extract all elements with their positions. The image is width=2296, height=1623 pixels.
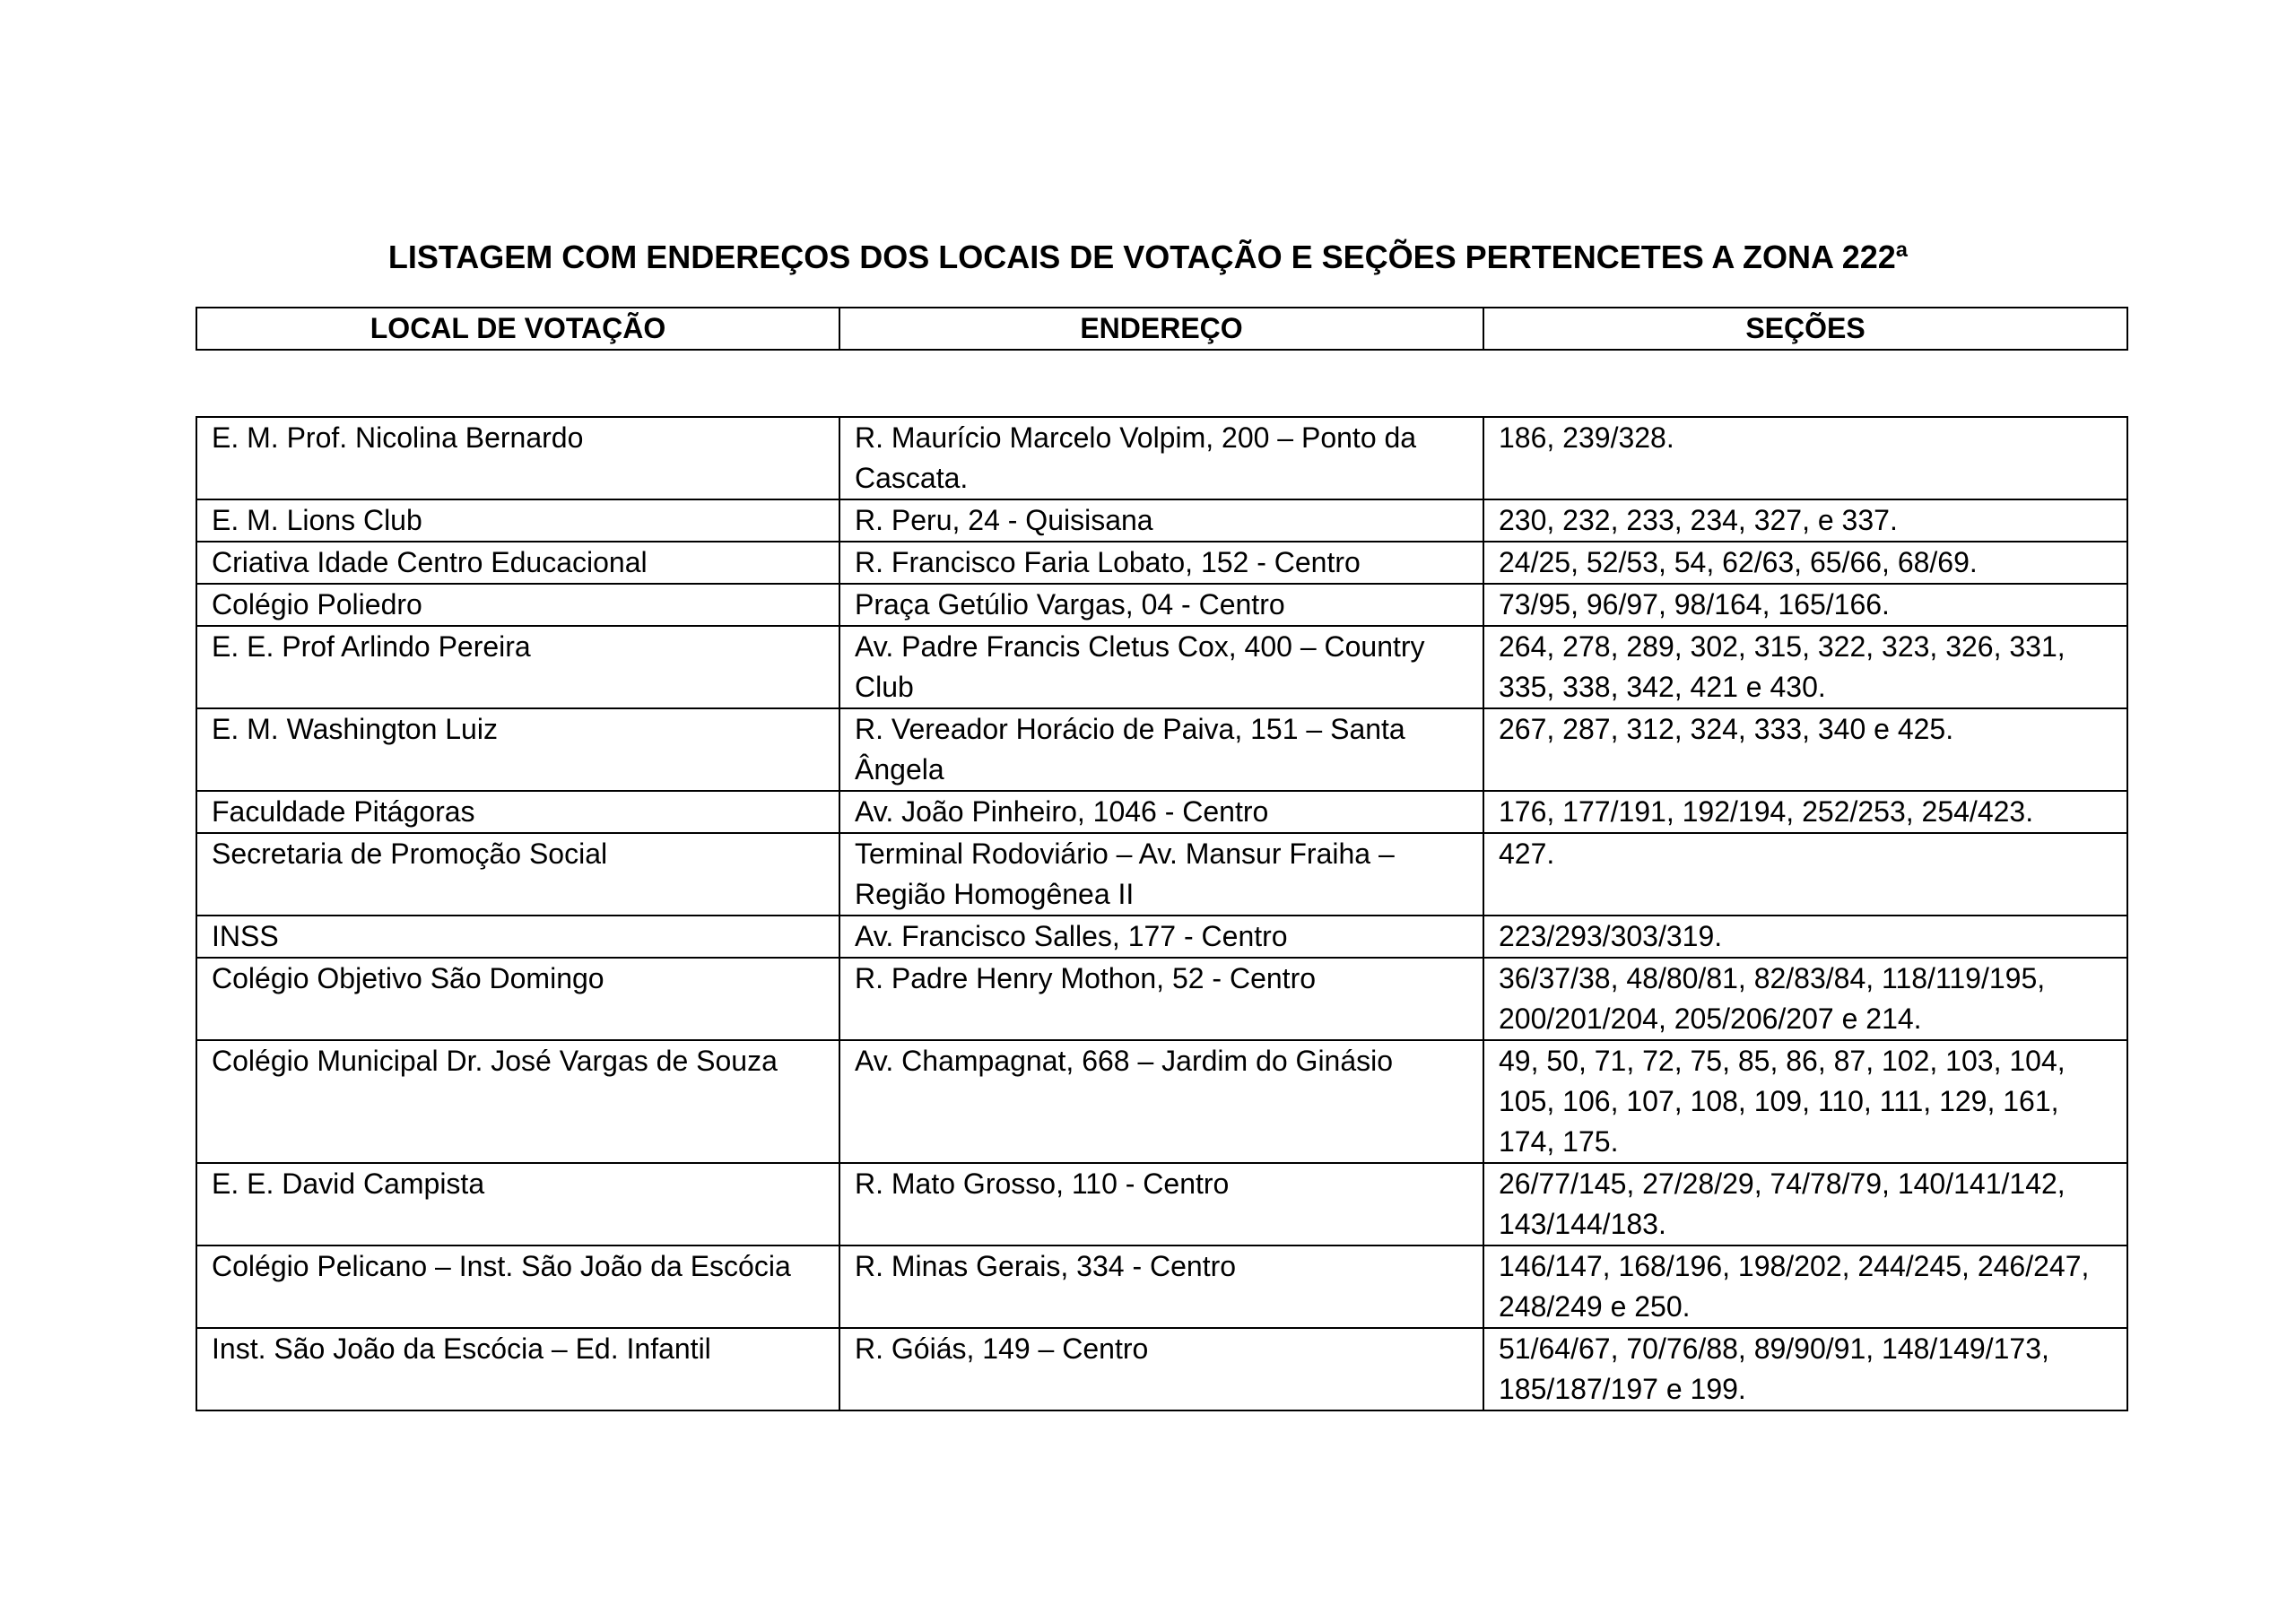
cell-local: Colégio Objetivo São Domingo	[196, 958, 839, 1040]
cell-local: E. M. Prof. Nicolina Bernardo	[196, 417, 839, 499]
table-row	[196, 708, 2127, 791]
cell-local: E. E. Prof Arlindo Pereira	[196, 626, 839, 708]
cell-endereco: R. Vereador Horácio de Paiva, 151 – Santa Ângela	[839, 708, 1483, 791]
cell-secoes: 26/77/145, 27/28/29, 74/78/79, 140/141/142, 143/144/183.	[1483, 1163, 2127, 1245]
header-row	[196, 308, 2127, 350]
cell-local: Colégio Pelicano – Inst. São João da Escócia	[196, 1245, 839, 1328]
cell-endereco: Praça Getúlio Vargas, 04 - Centro	[839, 584, 1483, 626]
cell-secoes: 223/293/303/319.	[1483, 916, 2127, 958]
cell-secoes: 49, 50, 71, 72, 75, 85, 86, 87, 102, 103, 104, 105, 106, 107, 108, 109, 110, 111, 129, 161, 174, 175.	[1483, 1040, 2127, 1163]
cell-secoes: 36/37/38, 48/80/81, 82/83/84, 118/119/195, 200/201/204, 205/206/207 e 214.	[1483, 958, 2127, 1040]
cell-endereco: R. Mato Grosso, 110 - Centro	[839, 1163, 1483, 1245]
cell-local: E. M. Washington Luiz	[196, 708, 839, 791]
cell-endereco: R. Góiás, 149 – Centro	[839, 1328, 1483, 1410]
cell-endereco: R. Minas Gerais, 334 - Centro	[839, 1245, 1483, 1328]
cell-local: Inst. São João da Escócia – Ed. Infantil	[196, 1328, 839, 1410]
cell-endereco: R. Peru, 24 - Quisisana	[839, 499, 1483, 542]
cell-secoes: 73/95, 96/97, 98/164, 165/166.	[1483, 584, 2127, 626]
table-row	[196, 626, 2127, 708]
cell-secoes: 230, 232, 233, 234, 327, e 337.	[1483, 499, 2127, 542]
table-row	[196, 1040, 2127, 1163]
cell-secoes: 24/25, 52/53, 54, 62/63, 65/66, 68/69.	[1483, 542, 2127, 584]
cell-local: E. E. David Campista	[196, 1163, 839, 1245]
data-table	[196, 416, 2128, 1411]
cell-local: Secretaria de Promoção Social	[196, 833, 839, 916]
cell-endereco: Av. Francisco Salles, 177 - Centro	[839, 916, 1483, 958]
cell-local: Criativa Idade Centro Educacional	[196, 542, 839, 584]
cell-secoes: 176, 177/191, 192/194, 252/253, 254/423.	[1483, 791, 2127, 833]
cell-local: INSS	[196, 916, 839, 958]
table-row	[196, 1245, 2127, 1328]
cell-secoes: 427.	[1483, 833, 2127, 916]
cell-endereco: R. Francisco Faria Lobato, 152 - Centro	[839, 542, 1483, 584]
cell-local: E. M. Lions Club	[196, 499, 839, 542]
table-row	[196, 584, 2127, 626]
table-row	[196, 791, 2127, 833]
cell-secoes: 186, 239/328.	[1483, 417, 2127, 499]
cell-local: Colégio Poliedro	[196, 584, 839, 626]
header-secoes: SEÇÕES	[1483, 308, 2127, 350]
table-row	[196, 1328, 2127, 1410]
table-row	[196, 417, 2127, 499]
table-row	[196, 1163, 2127, 1245]
cell-endereco: Av. Champagnat, 668 – Jardim do Ginásio	[839, 1040, 1483, 1163]
cell-secoes: 146/147, 168/196, 198/202, 244/245, 246/247, 248/249 e 250.	[1483, 1245, 2127, 1328]
table-row	[196, 916, 2127, 958]
cell-secoes: 264, 278, 289, 302, 315, 322, 323, 326, 331, 335, 338, 342, 421 e 430.	[1483, 626, 2127, 708]
table-row	[196, 958, 2127, 1040]
table-row	[196, 542, 2127, 584]
header-local: LOCAL DE VOTAÇÃO	[196, 308, 839, 350]
table-row	[196, 833, 2127, 916]
cell-secoes: 51/64/67, 70/76/88, 89/90/91, 148/149/173, 185/187/197 e 199.	[1483, 1328, 2127, 1410]
table-row	[196, 499, 2127, 542]
page-title: LISTAGEM COM ENDEREÇOS DOS LOCAIS DE VOTAÇÃO E SEÇÕES PERTENCETES A ZONA 222ª	[387, 239, 1909, 275]
cell-secoes: 267, 287, 312, 324, 333, 340 e 425.	[1483, 708, 2127, 791]
cell-endereco: R. Maurício Marcelo Volpim, 200 – Ponto da Cascata.	[839, 417, 1483, 499]
cell-endereco: Av. Padre Francis Cletus Cox, 400 – Country Club	[839, 626, 1483, 708]
cell-endereco: Terminal Rodoviário – Av. Mansur Fraiha – Região Homogênea II	[839, 833, 1483, 916]
cell-local: Colégio Municipal Dr. José Vargas de Souza	[196, 1040, 839, 1163]
header-endereco: ENDEREÇO	[839, 308, 1483, 350]
cell-endereco: R. Padre Henry Mothon, 52 - Centro	[839, 958, 1483, 1040]
header-table	[196, 307, 2128, 351]
cell-endereco: Av. João Pinheiro, 1046 - Centro	[839, 791, 1483, 833]
cell-local: Faculdade Pitágoras	[196, 791, 839, 833]
